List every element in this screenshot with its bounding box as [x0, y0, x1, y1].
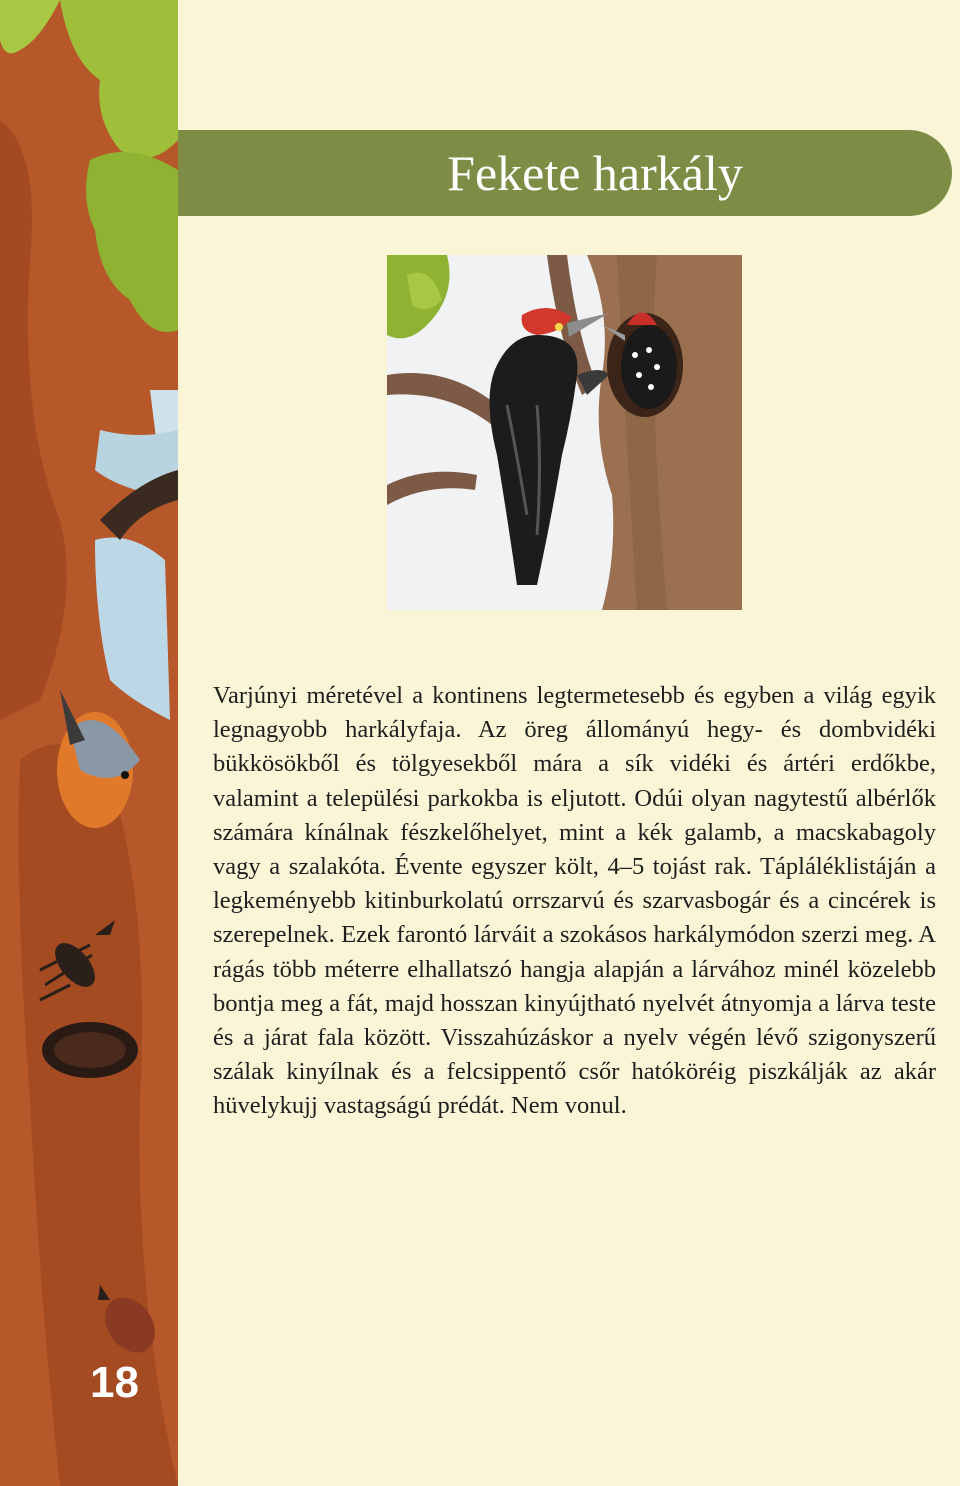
page-number: 18 — [90, 1358, 139, 1407]
title-band — [178, 130, 952, 216]
tree-trunk-illustration — [0, 0, 178, 1486]
woodpecker-drawing — [387, 255, 742, 610]
forest-illustration-strip — [0, 0, 178, 1486]
page-title: Fekete harkály — [447, 145, 743, 201]
article-body-text: Varjúnyi méretével a kontinens legtermetesebb és egyben a világ egyik legnagyobb harkályfaja. Az öreg állományú hegy- és dombvidéki bükkösökből és tölgyesekből mára a sík vidéki és ártéri erdőkbe, valamint a települési parkokba is eljutott. Odúi olyan nagytestű albérlők számára kínálnak fészkelőhelyet, mint a kék galamb, a macskabagoly vagy a szalakóta. Évente egyszer költ, 4–5 tojást rak. Tápláléklistáján a legkeményebb kitinburkolatú orrszarvú és szarvasbogár és a cincérek is szerepelnek. Ezek farontó lárváit a szokásos harkálymódon szerzi meg. A rágás több méterre elhallatszó hangja alapján a lárvához minél közelebb bontja meg a fát, majd hosszan kinyújtható nyelvét átnyomja a lárva teste és a járat fala között. Visszahúzáskor a nyelv végén lévő szigonyszerű szálak kinyílnak és a felcsippentő csőr hatóköréig piszkálják az akár hüvelykujj vastagságú prédát. Nem vonul. — [213, 682, 936, 1120]
black-woodpecker-illustration — [387, 255, 742, 610]
